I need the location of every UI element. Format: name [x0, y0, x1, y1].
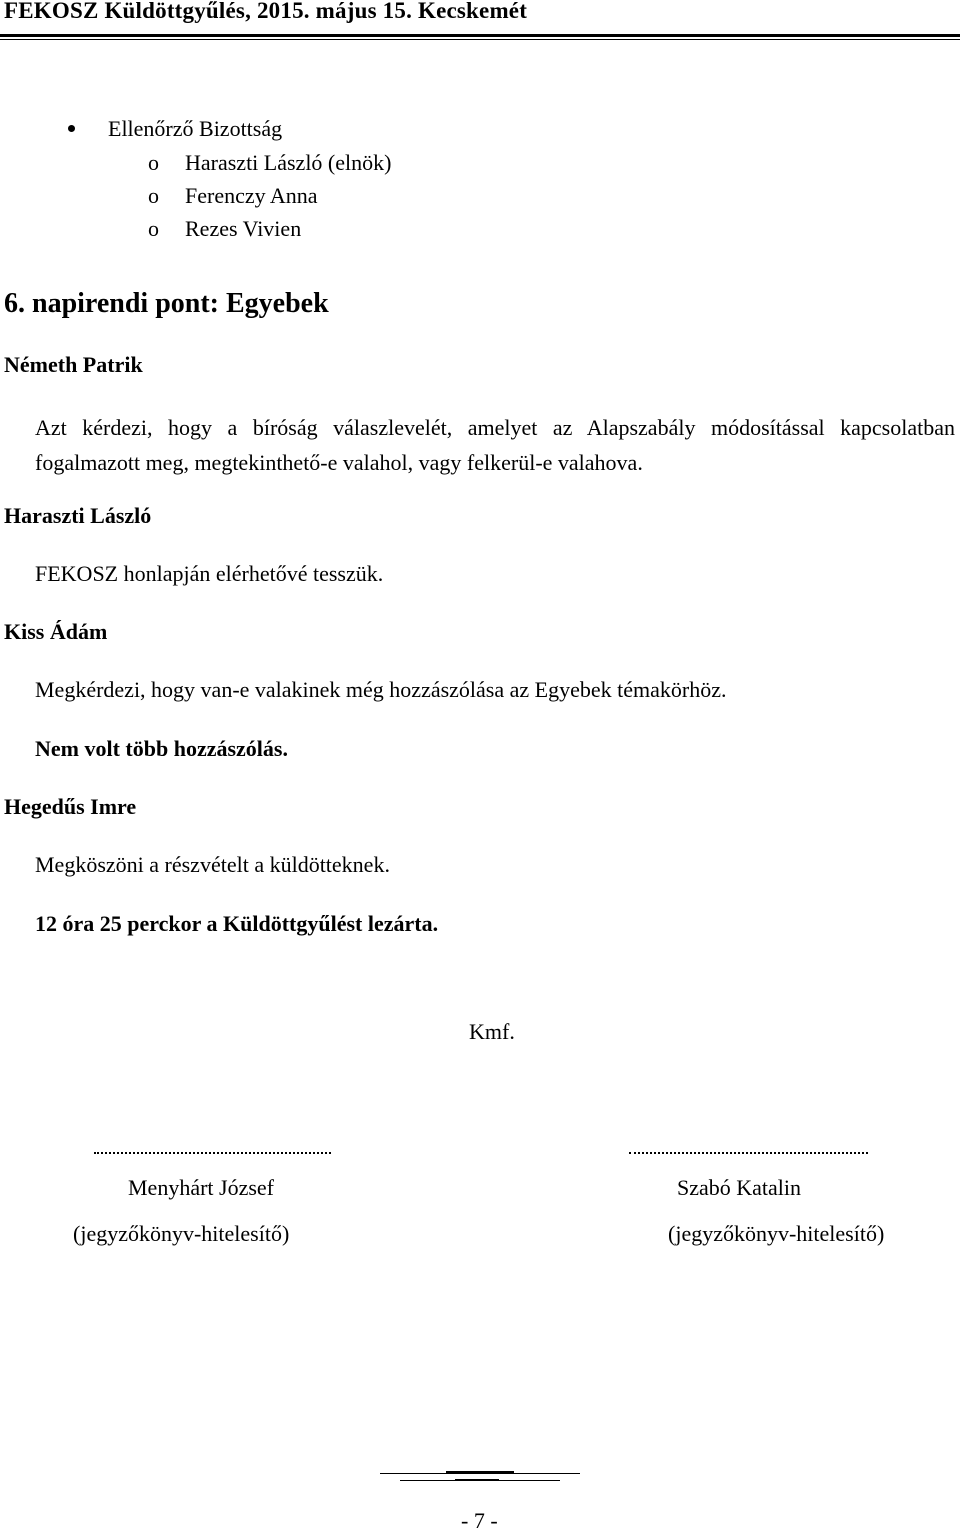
header-rule-thin — [0, 39, 960, 40]
list-marker: o — [148, 216, 159, 241]
signatory-role: (jegyzőkönyv-hitelesítő) — [73, 1221, 290, 1246]
committee-member: Haraszti László (elnök) — [185, 150, 392, 175]
footer-rule-accent — [446, 1471, 514, 1473]
committee-title: Ellenőrző Bizottság — [108, 116, 283, 141]
signatory-name: Menyhárt József — [128, 1175, 275, 1200]
page-number: - 7 - — [461, 1508, 498, 1533]
bullet-icon — [68, 125, 75, 132]
speaker-statement: FEKOSZ honlapján elérhetővé tesszük. — [35, 561, 384, 586]
speaker-name: Kiss Ádám — [4, 619, 108, 644]
speaker-name: Hegedűs Imre — [4, 794, 137, 819]
speaker-statement: Megkérdezi, hogy van-e valakinek még hozzászólása az Egyebek témakörhöz. — [35, 677, 727, 702]
footer-rule — [380, 1473, 580, 1474]
signature-line — [629, 1152, 868, 1154]
signature-line — [94, 1152, 331, 1154]
agenda-heading: 6. napirendi pont: Egyebek — [4, 288, 329, 319]
list-marker: o — [148, 183, 159, 208]
committee-member: Ferenczy Anna — [185, 183, 318, 208]
document-header-title: FEKOSZ Küldöttgyűlés, 2015. május 15. Kecskemét — [4, 0, 528, 23]
speaker-name: Haraszti László — [4, 503, 152, 528]
footer-rule-accent — [455, 1479, 499, 1481]
speaker-name: Németh Patrik — [4, 352, 143, 377]
header-rule-thick — [0, 34, 960, 37]
speaker-note: Nem volt több hozzászólás. — [35, 736, 288, 761]
list-marker: o — [148, 150, 159, 175]
speaker-statement: Megköszöni a részvételt a küldötteknek. — [35, 852, 390, 877]
committee-member: Rezes Vivien — [185, 216, 302, 241]
speaker-statement: Azt kérdezi, hogy a bíróság válaszlevelét, amelyet az Alapszabály módosítással kapcsolatban fogalmazott meg, megtekinthető-e valahol, vagy felkerül-e valahova. — [35, 415, 955, 475]
speaker-note: 12 óra 25 perckor a Küldöttgyűlést lezárta. — [35, 911, 439, 936]
closing-mark: Kmf. — [469, 1019, 515, 1044]
signatory-role: (jegyzőkönyv-hitelesítő) — [668, 1221, 885, 1246]
signatory-name: Szabó Katalin — [677, 1175, 802, 1200]
